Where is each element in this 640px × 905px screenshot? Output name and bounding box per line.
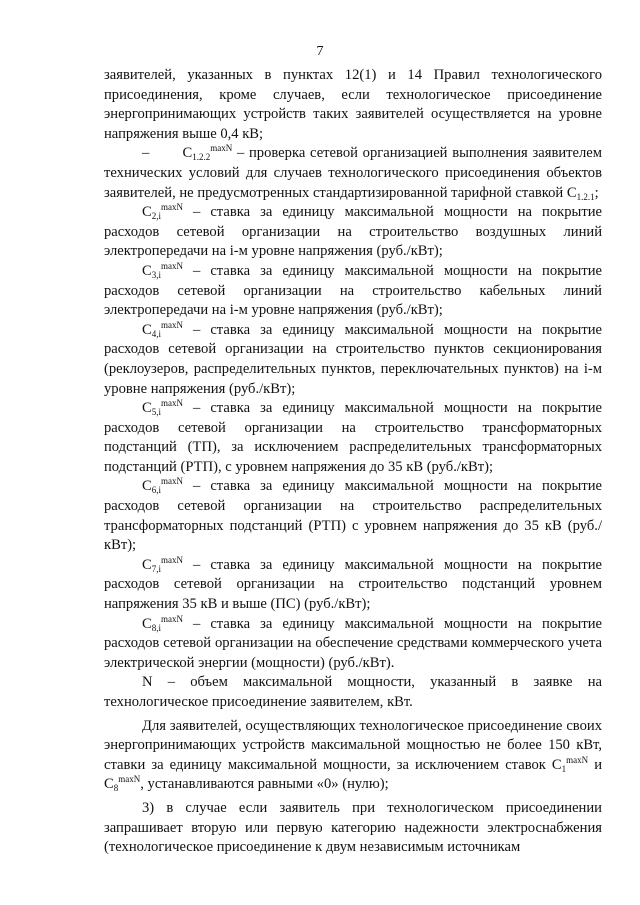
symbol: C bbox=[142, 400, 152, 417]
symbol: C bbox=[142, 204, 152, 221]
paragraph-c5 bbox=[104, 399, 602, 477]
symbol-subscript: 1 bbox=[561, 763, 567, 774]
definition-text: – ставка за единицу максимальной мощности на покрытие расходов сетевой организации на строительство распределительных трансформаторных подстанций (РТП) с уровнем напряжения до 35 кВ (руб./кВт); bbox=[104, 478, 602, 554]
paragraph-c3 bbox=[104, 262, 602, 321]
paragraph-text: , устанавливаются равными «0» (нулю); bbox=[140, 776, 389, 793]
paragraph-text: и C bbox=[104, 756, 602, 793]
paragraph-continuation: заявителей, указанных в пунктах 12(1) и 14 Правил технологического присоединения, кроме случаев, если технологическое присоединение энергопринимающих устройств таких заявителей осуществляется на уровне напряжения выше 0,4 кВ; bbox=[104, 67, 602, 142]
definition-text: – ставка за единицу максимальной мощности на покрытие расходов сетевой организации на строительство подстанций уровнем напряжения 35 кВ и выше (ПС) (руб./кВт); bbox=[104, 556, 602, 613]
symbol-superscript: maxN bbox=[161, 398, 183, 409]
definition-tail: ; bbox=[594, 184, 599, 201]
symbol-subscript: 5,i bbox=[151, 407, 161, 418]
paragraph-c4 bbox=[104, 321, 602, 399]
definition-text: – проверка сетевой организацией выполнения заявителем технических условий для случаев технологического присоединения объектов заявителей, не предусмотренных стандартизированной тарифной ставкой C bbox=[104, 145, 602, 201]
symbol-subscript: 2,i bbox=[151, 211, 161, 222]
symbol-superscript: maxN bbox=[118, 774, 141, 785]
definition-text: – ставка за единицу максимальной мощности на покрытие расходов сетевой организации на строительство воздушных линий электропередачи на i-м уровне напряжения (руб./кВт); bbox=[104, 204, 602, 260]
paragraph-c2 bbox=[104, 203, 602, 262]
paragraph-n-definition: N – объем максимальной мощности, указанный в заявке на технологическое присоединение заявителем, кВт. bbox=[104, 674, 602, 710]
symbol-superscript: maxN bbox=[161, 613, 183, 624]
list-dash: – bbox=[142, 145, 150, 162]
paragraph-c7 bbox=[104, 556, 602, 615]
symbol-superscript: maxN bbox=[566, 754, 589, 765]
symbol-superscript: maxN bbox=[161, 554, 183, 565]
symbol-subscript: 8,i bbox=[151, 622, 161, 633]
definition-text: – ставка за единицу максимальной мощности на покрытие расходов сетевой организации на обеспечение средствами коммерческого учета электрической энергии (мощности) (руб./кВт). bbox=[104, 615, 602, 671]
symbol-subscript: 3,i bbox=[151, 269, 161, 280]
symbol-superscript: maxN bbox=[161, 319, 183, 330]
paragraph-c6 bbox=[104, 477, 602, 555]
paragraph-item-3: 3) в случае если заявитель при технологическом присоединении запрашивает вторую или первую категорию надежности электроснабжения (технологическое присоединение к двум независимым источникам bbox=[104, 799, 602, 856]
definition-text: – ставка за единицу максимальной мощности на покрытие расходов сетевой организации на строительство пунктов секционирования (реклоузеров, распределительных пунктов, переключательных пунктов) на i-м уровне напряжения (руб./кВт); bbox=[104, 321, 602, 397]
symbol: C bbox=[182, 145, 193, 162]
definition-text: – ставка за единицу максимальной мощности на покрытие расходов сетевой организации на строительство трансформаторных подстанций (ТП), за исключением распределительных трансформаторных подстанций (РТП), с уровнем напряжения до 35 кВ (руб./кВт); bbox=[104, 400, 602, 475]
symbol-superscript: maxN bbox=[161, 260, 183, 271]
symbol: C bbox=[142, 556, 152, 573]
symbol: C bbox=[142, 478, 152, 495]
symbol: C bbox=[142, 262, 152, 279]
symbol-subscript: 4,i bbox=[151, 328, 161, 339]
paragraph-c122 bbox=[104, 144, 602, 203]
symbol-subscript: 8 bbox=[113, 783, 119, 794]
symbol-subscript: 1.2.2 bbox=[192, 152, 211, 163]
paragraph-text: Для заявителей, осуществляющих технологическое присоединение своих энергопринимающих устройств максимальной мощностью не более 150 кВт, ставки за единицу максимальной мощности, за исключением ставок C bbox=[104, 717, 602, 773]
symbol: C bbox=[142, 321, 152, 338]
symbol-superscript: maxN bbox=[161, 202, 183, 213]
symbol-subscript: 1.2.1 bbox=[576, 191, 595, 202]
document-body bbox=[104, 66, 602, 858]
page-number: 7 bbox=[316, 44, 324, 59]
symbol-subscript: 6,i bbox=[151, 485, 161, 496]
symbol-superscript: maxN bbox=[161, 476, 183, 487]
paragraph-small-applicants bbox=[104, 717, 602, 795]
symbol-subscript: 7,i bbox=[151, 563, 161, 574]
paragraph-c8 bbox=[104, 615, 602, 674]
symbol: C bbox=[142, 615, 152, 632]
definition-text: – ставка за единицу максимальной мощности на покрытие расходов сетевой организации на строительство кабельных линий электропередачи на i-м уровне напряжения (руб./кВт); bbox=[104, 262, 602, 319]
symbol-superscript: maxN bbox=[210, 143, 233, 154]
